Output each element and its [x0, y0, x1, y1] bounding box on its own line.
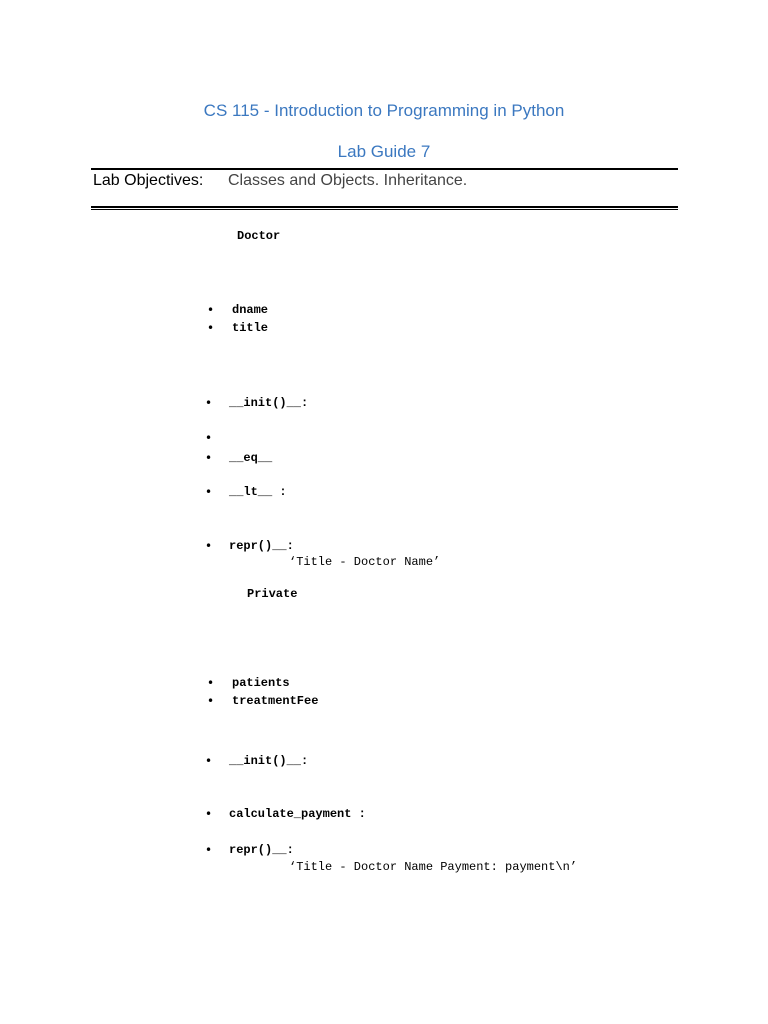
method-item: repr()__: — [229, 843, 294, 857]
objectives-text: Classes and Objects. Inheritance. — [228, 172, 468, 189]
bullet-icon: • — [205, 485, 213, 499]
bullet-icon: • — [207, 694, 215, 708]
method-item: calculate_payment : — [229, 807, 366, 821]
class-name-doctor: Doctor — [237, 229, 281, 243]
lab-guide-title: Lab Guide 7 — [337, 142, 431, 161]
attribute-item: title — [232, 321, 269, 335]
method-item: repr()__: — [229, 539, 294, 553]
method-item: __eq__ — [229, 451, 273, 465]
bullet-icon: • — [205, 396, 213, 410]
bullet-icon: • — [207, 303, 215, 317]
bullet-icon: • — [205, 807, 213, 821]
attribute-item: dname — [232, 303, 269, 317]
header-double-rule-bottom — [91, 209, 678, 210]
header-double-rule-top — [91, 206, 678, 208]
bullet-icon: • — [205, 843, 213, 857]
repr-format-text: ‘Title - Doctor Name Payment: payment\n’ — [289, 860, 578, 874]
repr-format-text: ‘Title - Doctor Name’ — [289, 555, 441, 569]
bullet-icon: • — [205, 754, 213, 768]
bullet-icon: • — [205, 539, 213, 553]
bullet-icon: • — [205, 431, 213, 445]
class-name-private: Private — [247, 587, 298, 601]
method-item: __lt__ : — [229, 485, 287, 499]
attribute-item: treatmentFee — [232, 694, 319, 708]
method-item: __init()__: — [229, 396, 309, 410]
objectives-label: Lab Objectives: — [93, 172, 204, 189]
attribute-item: patients — [232, 676, 290, 690]
method-item: __init()__: — [229, 754, 309, 768]
bullet-icon: • — [207, 321, 215, 335]
course-title: CS 115 - Introduction to Programming in Python — [203, 101, 565, 120]
bullet-icon: • — [207, 676, 215, 690]
bullet-icon: • — [205, 451, 213, 465]
header-top-rule — [91, 168, 678, 170]
